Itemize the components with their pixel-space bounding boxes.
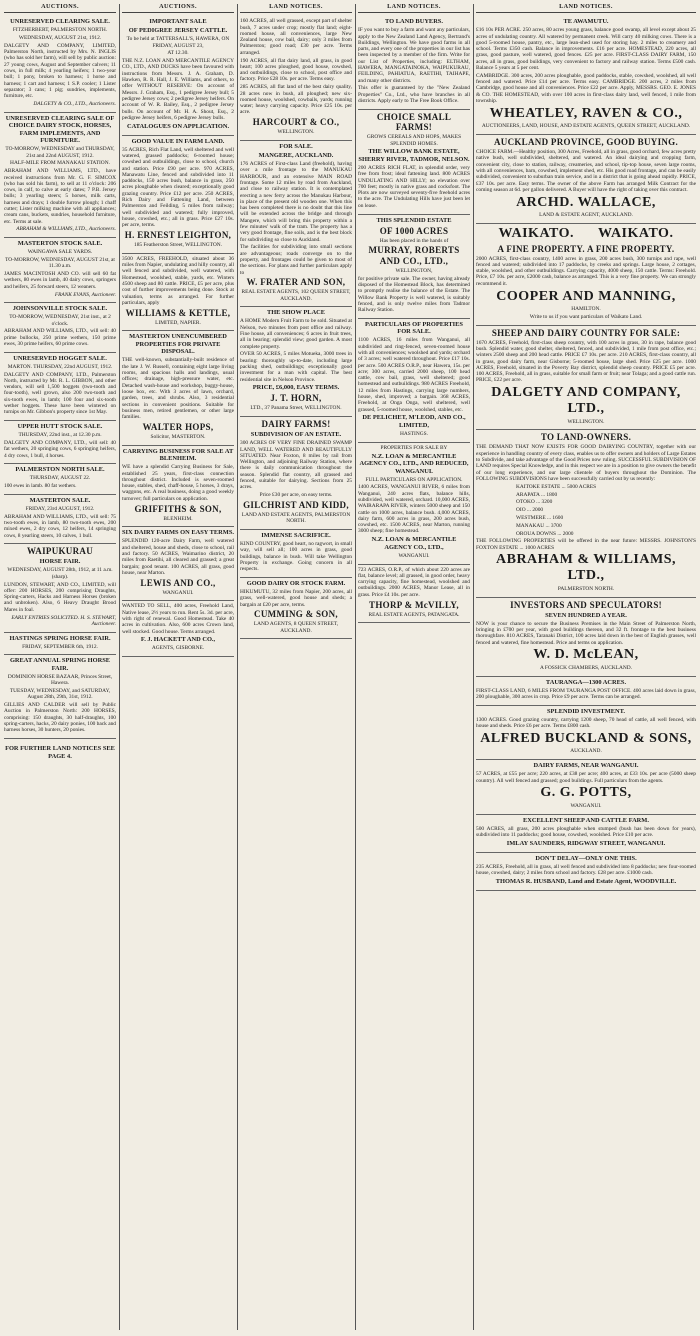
advert-signature: ALFRED BUCKLAND & SONS, [480,730,692,746]
advert-title: GOOD VALUE IN FARM LAND. [131,137,225,145]
advert-title: EXCELLENT SHEEP AND CATTLE FARM. [523,816,649,824]
advert-body: 1400 ACRES, WANGANUI RIVER, 6 miles from Wanganui, 240 acres flats, balance hills, subdivided, well watered, orchard. 10,000 ACRES, WAIRARAPA RIVER, winters 5000 sheep and 150 cattle on 1000 acres, balance bush. 4,000 ACRES, dairy farm, 600 acres in grass, 200 acres bush, cowshed, etc. 1500 ACRES, near Marton, running 3000 sheep; fine homestead. [358,484,470,535]
advert-napier-freehold [122,254,234,332]
advert-dairy-farms-wanganui [476,760,696,814]
advert-patangata-land [358,565,470,624]
advert-body: THE N.Z. LOAN AND MERCANTILE AGENCY CO., LTD., AND DUCKS have been favoured with instructions from Messrs. J. A. Graham, D. Hawken, R. R. Hall, J. E. Williams, and others, to offer WITHOUT RESERVE: On account of Messrs. J. Graham, Esq., 1 pedigree Jersey bull; 5 pedigree Jersey cows; 2 pedigree Jersey heifers. On account of W. R. Bailey, Esq., 2 pedigree Jersey bulls. On account of Mr. H. A. Shout, Esq., 2 pedigree Jersey heifers, 6 pedigree Jersey bulls. [122,58,234,121]
advert-address: BLENHEIM. [163,515,193,522]
advert-mangere-land [240,141,352,307]
advert-signature: N.Z. LOAN & MERCANTILE AGENCY CO., LTD., AND REDUCED, WANGANUI. [359,452,469,475]
advert-body: DALGETY AND COMPANY, LIMITED, Palmerston North, instructed by Mrs. N. INGLIS (who has sold her farm), will sell by public auction: 27 young cows, August and September calvers; 11 cows, in full milk; 4 yearling heifers; 1 two-year bull; 1 pony, broken to harness; 1 horse and harness; 1 cart and harness; 1 S.P. cooler; 1 Lister separator; 3 cans; 1 pig; sundries, implements, furniture, etc. [4,42,116,100]
advert-note: Write to us if you want particulars of Waikato Land. [529,313,643,320]
advert-signature: GILCHRIST AND KIDD, [243,499,349,510]
advert-address: LAND AGENTS, 8 QUEEN STREET, AUCKLAND. [253,621,339,634]
advert-title: INVESTORS AND SPECULATORS! [510,599,662,610]
advert-title-right: WAIKATO. [598,226,674,242]
advert-signature: F. J. HACKETT AND CO., [140,636,216,644]
advert-signature: EARLY ENTRIES SOLICITED. H. S. STEWART, Auctioneer. [11,614,116,627]
advert-address: WELLINGTON. [277,129,315,136]
advert-signature: W. FRATER AND SON, [246,277,346,288]
advert-address: WANGANUI. [162,589,194,596]
advert-body: DALGETY AND COMPANY, LTD., will sell: 40 fat wethers, 20 springing cows, 6 springing heifers, 4 dry cows, 1 bull, 4 horses. [4,439,116,459]
advert-title: SHEEP AND DAIRY COUNTRY FOR SALE: [491,327,681,338]
advert-body: 57 ACRES, at £55 per acre; 220 acres, at £38 per acre; 400 acres, at £33 10s. per acre (5000 sheep country). All well fenced and grassed; good buildings. Full particulars from the agents. [476,771,696,784]
advert-place: WAINGAWA SALE YARDS. [27,249,93,256]
advert-title: TAURANGA—1300 ACRES. [545,678,627,686]
advert-signature: ABRAHAM & WILLIAMS, LTD., Auctioneers. [16,226,116,233]
advert-body: 1300 ACRES. Good grazing country, carrying 1200 sheep, 70 head of cattle, all well fenced, with house and sheds. Price £6 per acre. Terms £800 cash. [476,716,696,730]
advert-dairy-stock-sale [4,113,116,238]
advert-waikato [476,224,696,326]
advert-body: ABRAHAM AND WILLIAMS, LTD., will sell: 40 prime bullocks, 250 prime wethers, 150 prime ewes, 30 prime heifers, 60 prime cows. [4,328,116,347]
advert-body: 3500 ACRES, FREEHOLD, situated about 36 miles from Napier, undulating and hilly country, all well fenced and subdivided, well watered, with Homestead, woolshed, stable, yards, etc. Winters 4500 sheep and 80 cattle. PRICE, £5 per acre, plus cost of further improvements being done. Stock at valuation, terms as arranged. For further particulars, apply [122,255,234,306]
advert-choice-small-farms [358,110,470,215]
advert-address: AUCTIONEERS, LAND, HOUSE, AND ESTATE AGENTS, QUEEN STREET, AUCKLAND. [481,123,691,130]
advert-spring-horse-fair [4,655,116,739]
advert-body: 200 ACRES RICH FLAT, in splendid order, very free from frost; ideal fattening land. 800 ACRES UNDULATING AND HILLY; no elevation over 700 feet; mostly in native grass and cocksfoot. The Plots are now surveyed seventy-five freehold acres to the acre. The Undulating Hills have just been let on lease. [358,164,470,209]
advert-body: CAMBRIDGE. 300 acres, 200 acres ploughable, good paddocks, stable, cowshed, woolshed, all well fenced and watered. Price £14 per acre. Terms easy. CAMBRIDGE. 200 acres, 2 miles from Cambridge, good house and all conveniences. Price £22 per acre. Apply, MESSRS. GEO. E. JONES & CO. THE HOMESTEAD, with over 100 acres in first-class dairy land, well fenced, 1 mile from township. [476,72,696,105]
advert-body: KIND COUNTRY, good heart, no ragwort, in small way, will sell all; 100 acres in grass, good buildings, balance in bush. Will take Wellington Property in exchange. Going concern in all respects. [240,541,352,573]
subdivision-item: WESTMERE ... 1600 [516,514,564,521]
advert-body: 176 ACRES of First-class Land (freehold), having over a mile frontage to the MANUKAU HARBOUR, and an extensive MAIN ROAD frontage. Some 12 miles by road from Auckland, and close to railway station. It is contemplated erecting a new ferry across the Manukau Harbour, in place of the present old wooden one. When this has been completed there is no doubt that this line will be extended across the bridge and through Mangere, which will bring this property within a few minutes' walk of the tram. The property has a very good frontage, fine soils, and is the best block for subdividing so close to Auckland. [240,161,352,243]
advert-date: FRIDAY, 23rd AUGUST, 1912. [25,505,95,512]
advert-title: SIX DAIRY FARMS ON EASY TERMS. [122,529,234,537]
advert-title: PROPERTIES FOR SALE BY [380,444,448,451]
advert-horse-fair [4,544,116,632]
advert-date: TO-MORROW, WEDNESDAY, AUGUST 21st, at 11.30 a.m. [5,257,115,270]
subdivision-item: ARAPATA ... 1800 [516,491,558,498]
advert-title: UNRESERVED CLEARING SALE. [10,18,110,26]
advert-body: 1670 ACRES, Freehold, first-class sheep country, with 100 acres in grass, 30 in rape, balance good bush. Splendid water, good shelter, sheltered, fenced, and subdivided, 1 mile from post office, etc.; winters 2500 sheep and 200 head cattle. PRICE £7 10s. per acre. 210 ACRES, first-class country, all in grass, good dairy farm, near Gisborne; 5-roomed house, large shed. Price £25 per acre. 1000 ACRES, Freehold, situated in the Poverty Bay district, splendid sheep country. PRICE £5 per acre. 100 ACRES, Freehold, all in grass, suitable for small farm or fruit; near Tolaga; and a good cattle run. PRICE, £22 per acre. [476,339,696,384]
advert-body: JAMES MACINTOSH AND CO. will sell 60 fat wethers, 80 ewes in lamb, 40 dairy cows, springers and heifers, 25 forward steers, 12 weaners. [4,271,116,290]
subdivision-item: OIO ... 2000 [516,507,544,514]
column-land-notices-wide [476,4,696,1330]
subdivision-item: OTOKO ... 3200 [516,499,553,506]
advert-signature: THOMAS R. HUSBAND, Land and Estate Agent, WOODVILLE. [495,877,677,885]
advert-title: UPPER HUTT STOCK SALE. [17,423,103,431]
advert-signature: MURRAY, ROBERTS AND CO., LTD., [368,245,460,266]
advert-date: MARTON. THURSDAY, 22nd AUGUST, 1912. [7,363,113,370]
advert-address: REAL ESTATE AGENTS, PATANGATA. [368,611,460,618]
advert-subtitle: OF PEDIGREE JERSEY CATTLE. [128,27,228,35]
advert-date: FRIDAY, SEPTEMBER 6th, 1912. [22,643,98,650]
advert-title: DON'T DELAY—ONLY ONE THIS. [535,854,637,862]
advert-splendid-estate [358,215,470,319]
advert-signature: HARCOURT & CO., [252,117,340,128]
advert-title: THIS SPLENDID ESTATE [376,216,452,224]
advert-auckland-province [476,135,696,224]
advert-body: NOW is your chance to secure the Business Premises in the Main Street of Palmerston North, bringing in £700 per year, with good buildings thereon, and 32 ft. frontage to the best business thoroughfare. 810 ACRES, Taranaki District, 100 acres laid down in the best of English grasses, well fenced and watered, fine homestead. Price and terms on application. [476,620,696,646]
advert-signature: IMLAY SAUNDERS, RIDGWAY STREET, WANGANUI. [506,839,666,847]
advert-address: WANGANUI. [570,802,602,809]
advert-sheep-dairy-country [476,326,696,431]
advert-body: THE DEMAND THAT NOW EXISTS FOR GOOD DAIRYING COUNTRY, together with our experience in handling country of every class, enables us to offer owners and holders of Large Estates to Subdivide, and take advantage of the Good Prices now ruling. SUCCESSFUL SUBDIVISION OF LAND requires Special Knowledge, and in this respect we are in a position to give owners the benefit of our long experience, and our large clientele of buyers throughout the Dominion. The FOLLOWING SUBDIVISIONS have been successfully carried out by us recently: [476,444,696,482]
advert-address: LTD., 37 Panama Street, WELLINGTON. [250,405,342,412]
advert-clearing-sale [4,16,116,113]
advert-hogget-sale [4,353,116,421]
advert-subtitle: HORSE FAIR. [39,558,81,566]
advert-signature: GRIFFITHS & SON, [134,503,222,514]
advert-subtitle: FULL PARTICULARS ON APPLICATION. [365,476,463,483]
subdivision-item: MANAKAU ... 3700 [516,522,562,529]
advert-title: TO LAND-OWNERS. [540,432,632,443]
advert-investors [476,598,696,677]
advert-body: 500 ACRES, all grass, 200 acres ploughable when stumped (bush has been down for years), subdivided into 11 paddocks; good house, cowshed, woolshed. Price £10 per acre. [476,825,696,838]
advert-body: OVER 50 ACRES, 5 miles Motueka, 3000 trees in bearing: thoroughly up-to-date, including large packing shed, outbuildings; exceptionally good investment for a man with capital. The best residential site in Nelson Province. [240,351,352,383]
subdivision-item: OROUA DOWNS ... 2000 [516,530,574,537]
column-heading: LAND NOTICES. [476,4,696,13]
advert-dont-delay [476,853,696,891]
advert-body: LUNDON, STEWART, AND CO., LIMITED, will offer: 200 HORSES, 200 comprising Draughts, Spring-carters, Hacks and Harness Horses (broken and unbroken). Also, 6 Heavy Draught Brood Mares in foal. [4,581,116,613]
advert-title: UNRESERVED CLEARING SALE OF CHOICE DAIRY STOCK, HORSES, FARM IMPLEMENTS, AND FURNITURE. [5,114,115,145]
advert-title: AUCKLAND PROVINCE, GOOD BUYING. [493,137,679,148]
advert-note: THE FOLLOWING PROPERTIES will be offered in the near future: MESSRS. JOHNSTON'S FOXTON ESTATE ... 1000 ACRES [476,538,696,551]
advert-signature: WHEATLEY, RAVEN & CO., [489,105,683,121]
advert-body: 100 ewes in lamb. 80 fat wethers. [4,483,77,490]
advert-signature: WILLIAMS & KETTLE, [125,307,231,318]
advert-upper-hutt-sale [4,421,116,464]
advert-address: WELLINGTON. [567,418,605,425]
advert-body: A HOME Modern Fruit Farm to be sold. Situated at Nelson, two minutes from post office and railway. Fine house, all conveniences; 6 acres in fruit trees, all in bearing; splendid view; good garden. A most complete property. [240,318,352,350]
column-auctions-2 [122,4,234,1330]
advert-address: A FOSSICK CHAMBERS, AUCKLAND. [539,664,633,671]
advert-body: 35 ACRES, Rich Flat Land, well sheltered and well watered, grassed paddocks; 6-roomed house; cowshed and outbuildings, close to school, church and station. Price £90 per acre. 970 ACRES, Manawatu Line, fenced and subdivided into 11 paddocks, 150 acres bush, balance in grass, 250 acres ploughable when cleared; exceptionally good grazing country. Price £12 per acre. 250 ACRES, Rich Dairy and Fattening Land, between Palmerston and Feilding, 5 miles from railway; well subdivided and watered; fully improved, house, cowshed, etc.; all in grass. Price £27 10s. per acre, terms. [122,146,234,229]
advert-signature: DALGETY & CO., LTD., Auctioneers. [33,101,116,108]
advert-title: PALMERSTON NORTH SALE. [15,466,105,474]
advert-title: GREAT ANNUAL SPRING HORSE FAIR. [9,657,111,672]
column-rule [237,4,238,1330]
advert-masterton-properties [122,331,234,445]
advert-address: LAND AND ESTATE AGENTS, PALMERSTON NORTH. [241,511,351,525]
advert-hastings-properties [358,319,470,443]
advert-signature: LEWIS AND CO., [140,577,216,588]
advert-body: Has been placed in the hands of [379,237,449,244]
advert-date: WEDNESDAY, AUGUST 28th, 1912, at 11 a.m. (sharp). [7,567,113,580]
subdivision-item: KAITOKE ESTATE ... 5000 ACRES [516,483,597,490]
advert-body: HIKUMUTU, 32 miles from Napier, 200 acres, all grass, well-watered, good house and sheds; a bargain at £20 per acre, terms. [240,589,352,608]
advert-signature: N.Z. LOAN & MERCANTILE AGENCY CO., LTD., [371,536,457,551]
advert-title: DAIRY FARMS! [261,419,331,430]
advert-splendid-investment [476,706,696,760]
advert-show-place [240,307,352,417]
further-notices-footer: FOR FURTHER LAND NOTICES SEE PAGE 4. [5,745,115,760]
advert-date: THURSDAY, AUGUST 22. [29,475,91,482]
advert-title: TO LAND BUYERS. [385,18,443,26]
advert-title: THE SHOW PLACE [266,309,326,317]
advert-body: DALGETY AND COMPANY, LTD., Palmerston North, instructed by Mr. R. L. GIBBON, and other vendors, will sell 1,500 hoggets (two-tooth and four-tooth), well grown, also 200 two-tooth and six-tooth ewes, in lamb; 100 four and six-tooth wether hoggets. These have been wintered on turnips on Mr. Gibbon's property since 1st May. [4,371,116,416]
advert-body: 723 ACRES, O.R.P., of which about 220 acres are flat, balance level; all grassed, in good order, heavy carrying capacity, fine homestead, woolshed and outbuildings. 2000 ACRES, Manor Lease, all in grass. Price £4 10s. per acre. [358,566,470,598]
advert-body: 190 ACRES, all flat dairy land, all grass, in good heart; 100 acres ploughed, good house, cowshed, and outbuildings, close to school, post office and factory. Price £28 10s. per acre. Terms easy. [240,57,352,83]
advert-date: THURSDAY, 22nd inst., at 12.30 p.m. [18,432,102,439]
advert-masterton-sale [4,238,116,303]
advert-body: CHOICE FARM.—Healthy position, 300 Acres, Freehold, all in grass, good orchard, few acres pretty native bush, well subdivided, sheltered, and watered. An ideal dairying and cropping farm, convenient city, close to station, railway, creameries, and school, tip-top house, seven large rooms, with all conveniences, barn, cowshed, implement shed, etc. His good road frontage, and can be easily subdivided, convenient to suburban train service, and in a district that is going ahead rapidly. PRICE, £37 10s. per acre. Easy terms. The owner of the above Farm has arranged Milk Contract for the coming season at 6d. per gallon delivered. A Buyer will have the right of taking over this contract. [476,149,696,193]
advert-title: WAIPUKURAU [27,546,93,557]
advert-title: MASTERTON UNENCUMBERED PROPERTIES FOR PRIVATE DISPOSAL. [129,333,227,356]
advert-address: Solicitor, MASTERTON. [150,433,206,440]
advert-date: TUESDAY, WEDNESDAY, and SATURDAY, August 28th, 29th, 31st, 1912. [9,687,111,701]
advert-place: MANGERE, AUCKLAND. [258,152,334,160]
advert-body: ABRAHAM AND WILLIAMS, LTD., will sell: 75 two-tooth ewes, in lamb, 80 two-tooth ewes, 200 mixed ewes, 2 dry cows, 12 heifers, 14 springing cows, 8 yearling steers, 10 calves, 1 bull. [4,513,116,539]
advert-to-land-owners [476,430,696,597]
advert-title: MASTERTON STOCK SALE. [17,240,103,248]
advert-signature: ABRAHAM & WILLIAMS, LTD., [496,552,676,584]
advert-body: IF you want to buy a farm and want any particulars, apply to the New Zealand Land Agency, Bertrand's Buildings, Wellington. We have good farms in all parts, and every one of the properties in our list has been inspected by a member of the firm. Write for our List of Properties, including: ELTHAM, HAWERA, MANGATAINOKA, WAIPUKURAU, FEILDING, PAHIATUA, RAETIHI, TAIHAPE, and many other districts. [358,27,470,84]
advert-address: WANGANUI. [398,552,430,559]
advert-title: UNRESERVED HOGGET SALE. [13,354,107,362]
advert-body: THE well-known, substantially-built residence of the late J. W. Russell, containing eight large living rooms, and spacious halls and landings, usual offices; drainage, high-pressure water, etc. Detached wash-house and workshop, buggy-house, loose box, etc. With 3 acres of lawn, orchard, garden, trees, and shrubs. Also, 3 residential sections in convenient positions. Suitable for business men, retired gentlemen, or other large families. [122,357,234,421]
advert-title: CHOICE SMALL FARMS! [376,111,452,133]
advert-immense-sacrifice [240,530,352,578]
advert-signature: G. G. POTTS, [540,785,632,801]
column-auctions-1 [4,4,116,1330]
advert-sheep-cattle-farm [476,815,696,853]
advert-land-buyers [358,16,470,110]
advert-body: This offer is guaranteed by the "New Zealand Properties" Co., Ltd., who have branches in all districts. Apply early to The Free Book Office. [358,85,470,105]
advert-body: 235 ACRES, Freehold, all in grass, all well fenced and subdivided into 8 paddocks; new four-roomed house, cowshed, dairy; 2 miles from school and factory. £28 per acre. £1000 cash. [476,863,696,876]
subdivision-list [476,484,696,537]
advert-carrying-business [122,446,234,528]
advert-body: 300 ACRES OF VERY FINE DRAINED SWAMP LAND, WELL WATERED AND BEAUTIFULLY SITUATED. Near Foxton, 8 miles by rail from Wellington, and adjoining Railway Station, where there is daily communication throughout the season. Splendid flat country, all grassed and fenced, suitable for dairying. Sections from 25 acres. [240,440,352,491]
advert-address: HASTINGS. [399,430,428,437]
advert-date: TO-MORROW, WEDNESDAY, 21st inst., at 2 o'clock. [9,314,111,327]
advert-signature: CUMMING & SON, [254,609,338,620]
column-heading: AUCTIONS. [122,4,234,13]
advert-body: 285 ACRES, all flat land of the best dairy quality, 28 acres now in bush, all ploughed; new six-roomed house, woolshed, cowbails, yards; running water; heavy carrying capacity. Price £25 10s. per acre. [240,84,352,116]
advert-address: HAMILTON. [571,306,601,313]
advert-title: JOHNSONVILLE STOCK SALE. [12,305,108,313]
advert-title [476,226,696,242]
advert-jersey-cattle-sale [122,16,234,135]
advert-body: SPLENDID 120-acre Dairy Farm, well watered and sheltered, house and sheds, close to school, rail and factory. 50 ACRES, Waimarino district, 20 miles from Raetihi, all cleared and grassed; a great bargain; good tenant. 100 ACRES, all grass, good house, near Marton. [122,538,234,576]
advert-body: WANTED TO SELL, 400 acres, Freehold Land, Native lease, 2½ years to run. Rent 5s. 3d. per acre, with right of renewal. Good Homestead. Take 40 acres in cultivation. Also, 600 acres Crown land, well stocked. Good house. Terms arranged. [122,603,234,635]
advert-subtitle: GROWS CEREALS AND HOPS, MAKES SPLENDID HOMES. [366,134,462,147]
advert-address: REAL ESTATE AGENTS, 102 QUEEN STREET, AUCKLAND. [241,289,351,302]
advert-address: PALMERSTON NORTH. [557,585,615,592]
column-heading: LAND NOTICES. [358,4,470,13]
column-heading: AUCTIONS. [4,4,116,13]
advert-address: LAND & ESTATE AGENT, AUCKLAND. [539,212,633,219]
advert-address: WELLINGTON, [395,267,433,274]
advert-title: IMMENSE SACRIFICE. [261,532,331,540]
advert-signature: DALGETY AND COMPANY, LTD., [491,385,681,417]
advert-signature: DE PELICHET, M'LEOD, AND CO., LIMITED, [362,414,466,429]
advert-subtitle: A FINE PROPERTY. A FINE PROPERTY. [497,243,675,254]
advert-harcourt-listings [240,16,352,141]
advert-body: 1100 ACRES, 16 miles from Wanganui, all subdivided and ring-fenced, seven-roomed house with all conveniences; woolshed and yards; orchard of 3 acres; well watered throughout. Price £17 10s. per acre. 500 ACRES O.R.P., near Hawera, 15s. per acre; 300 acres, carried 2000 sheep, 100 head cattle, cow bail, grass, well sheltered; good homestead and outbuildings. 980 ACRES Freehold, 12 miles from Hastings, carrying large numbers, house, shed, improved; a bargain. 368 ACRES, Freehold, at Onga Onga, well sheltered, well grassed, 5-roomed house, woolshed, stables, etc. [358,337,470,413]
advert-title: GOOD DAIRY OR STOCK FARM. [246,580,346,587]
advert-date: TO-MORROW, WEDNESDAY and THURSDAY, 21st and 22nd AUGUST, 1912. [5,146,115,159]
advert-body: 160 ACRES, all well grassed, except part of shelter bush, 7 acres under crop; mostly flat land; eight-roomed house, all conveniences, large New Zealand house, cow bail, dairy; only 3 miles from Palmerston; good road; £30 per acre. Terms arranged. [240,18,352,56]
advert-wanted-to-sell [122,601,234,657]
advert-signature: H. ERNEST LEIGHTON, [124,230,232,241]
advert-signature: COOPER AND MANNING, [496,288,676,304]
advert-title: DAIRY FARMS, NEAR WANGANUI. [533,762,639,770]
advert-title: HASTINGS SPRING HORSE FAIR. [9,634,111,642]
advert-title: PARTICULARS OF PROPERTIES FOR SALE. [365,320,463,336]
column-rule [119,4,120,1330]
advert-estate: THE WILLOW BANK ESTATE, SHERRY RIVER, TADMOR, NELSON. [358,148,470,163]
advert-place: FITZHERBERT, PALMERSTON NORTH. [12,27,108,34]
advert-place: HALF-MILE FROM MANAKAU STATION. [10,160,110,167]
advert-address: LIMITED, NAPIER. [155,319,201,326]
advert-body: WE have a splendid Carrying Business for Sale, established 25 years, first-class connection throughout district. Included is seven-roomed house, stables, shed, chaff-house, 5 horses, 3 drays, waggons, etc. A real business, doing a good weekly turnover; full particulars on application. [122,464,234,502]
advert-signature: J. T. HORN, [270,393,322,404]
advert-time: AT 12.30. [167,50,189,57]
advert-body: 2000 ACRES, first-class country, 1400 acres in grass, 200 acres bush, 300 turnips and rape, well fenced and watered; subdivided into 17 paddocks, by creeks and springs. Large house, 2 cottages, stable, woolshed, and other outbuildings. Carrying capacity, 4000 sheep, 150 cattle. Terms: Freehold. Price, £7 10s. per acre, £2000 cash, balance as arranged. This is a very fine property. We can strongly recommend it. [476,255,696,287]
advert-signature: THORP & McVILLY, [369,599,459,610]
advert-date: WEDNESDAY, AUGUST 21st, 1912. [18,35,102,42]
advert-stock-farm [240,578,352,639]
advert-subtitle: SUBDIVISION OF AN ESTATE. [250,431,342,439]
advert-palmerston-sale [4,464,116,495]
advert-body: The facilities for subdividing into small sections are advantageous; roads converge on to the property, and frontages could be given to most of the sections. For plans and further particulars apply to [240,244,352,276]
advert-te-awamutu [476,16,696,135]
advert-body: ABRAHAM AND WILLIAMS, LTD., have received instructions from Mr. G. F. SIMCOX (who has sold his farm), to sell at 11 o'clock: 206 cows, in calf, to calve at early dates; 7 P.B. Jersey bulls; 3 yearling steers; 5 horses, milk carts, harness and drays; 1 double furrow plough; 1 chaff cutter; Lister milking machine with all appliances; cream cans, buckets, sundries, household furniture, etc. Terms at sale. [4,168,116,225]
advert-dairy-farms-subdivision [240,417,352,530]
advert-signature: W. D. McLEAN, [533,647,639,663]
advert-body: £16 10s PER ACRE. 250 acres, 80 acres young grass, balance good swamp, all level except about 25 acres of undulating country. All watered by permanent creek. Will carry 40 milking cows. There is a good 5-roomed house, pantry, etc., large lean-shed used for storing hay. 2 miles to creamery and school. Terms £350 cash. Balance in improvements. £16 per acre. HOMESTEAD, 220 acres, all grass, good pasture, well watered, good fences. £25 per acre. FIRST-CLASS DAIRY FARM, 150 acres, all in grass, good buildings, very convenient to factory and railway station. Terms £500 cash. Balance 5 years at 5 per cent. [476,27,696,72]
advert-address: AGENTS, GISBORNE. [151,645,205,652]
advert-signature: FRANK EVANS, Auctioneer. [54,291,116,298]
advert-title-left: WAIKATO. [498,226,574,242]
advert-tauranga [476,677,696,706]
advert-address: 185 Featherston Street, WELLINGTON. [134,242,222,249]
advert-masterton-friday-sale [4,495,116,544]
column-rule [473,4,474,1330]
advert-signature: WALTER HOPS, [142,421,214,432]
advert-title: SPLENDID INVESTMENT. [546,707,625,715]
advert-good-value-farm [122,136,234,254]
advert-price: Price £30 per acre, on easy terms. [259,492,333,499]
advert-hastings-fair [4,633,116,656]
advert-place: To be held at TATTERSALL'S, HAWERA, ON FRIDAY, AUGUST 23, [126,36,230,49]
advert-title: MASTERTON SALE. [29,496,91,504]
advert-nz-loan-properties [358,443,470,565]
column-land-notices-1 [240,4,352,1330]
column-land-notices-2 [358,4,470,1330]
column-heading: LAND NOTICES. [240,4,352,13]
advert-address: AUCKLAND. [570,748,602,755]
advert-subtitle: SEVEN HUNDRED A YEAR. [545,611,627,619]
advert-signature: CATALOGUES ON APPLICATION. [126,122,230,130]
advert-place: DOMINION HORSE BAZAAR, Princes Street, Hawera. [7,673,113,687]
advert-title: IMPORTANT SALE [149,18,207,26]
advert-signature: ARCHD. WALLACE, [516,194,656,210]
advert-title: CARRYING BUSINESS FOR SALE AT BLENHEIM. [122,447,234,463]
advert-body: FIRST-CLASS LAND, 6 MILES FROM TAURANGA POST OFFICE. 400 acres laid down in grass, 200 ploughable, 300 acres in crop. Price £9 per acre. Terms can be arranged. [476,687,696,701]
advert-body: GILLIES AND CALDER will sell by Public Auction in Palmerston North: 200 HORSES, comprising: 150 draughts, 30 half-draughts, 100 spring-carters, hacks, 20 dairy ponies, 100 back and harness horses, 30 hunters, 20 ponies. [4,702,116,734]
column-rule [355,4,356,1330]
advert-price: PRICE, £6,000, EASY TERMS. [252,384,340,392]
advert-body: for positive private sale. The owner, having already disposed of the Homestead Block, has determined to promptly realise the balance of the Estate. The Willow Bank Property is well watered, is suitably fenced, and is only twelve miles from Tadmor Railway Station. [358,275,470,314]
advert-subtitle: OF 1000 ACRES [379,225,449,236]
advert-johnsonville-sale [4,303,116,352]
advert-title: FOR SALE. [279,143,313,151]
advert-title: TE AWAMUTU. [563,18,609,26]
advert-six-dairy-farms [122,527,234,601]
